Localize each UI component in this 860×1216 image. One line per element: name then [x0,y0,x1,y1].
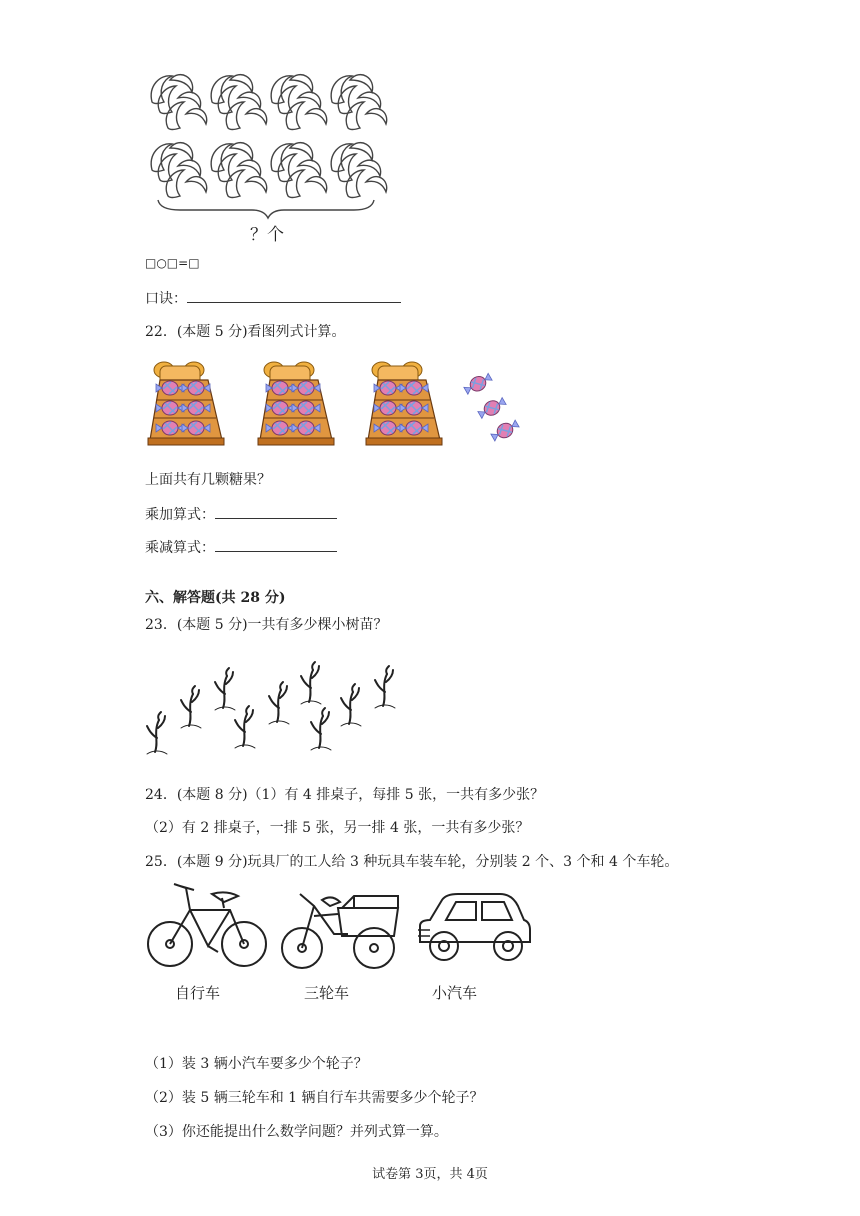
formula-boxes: □○□=□ [145,256,200,270]
mul-sub-label: 乘减算式： [145,540,215,556]
candy-tray [258,362,334,445]
moon-cluster [271,143,326,198]
seedling [341,684,361,726]
q22-title: 22．(本题 5 分)看图列式计算。 [145,324,346,340]
q24-sub2: （2）有 2 排桌子，一排 5 张，另一排 4 张，一共有多少张？ [145,820,530,836]
moon-cluster [211,143,266,198]
mul-sub-line [145,537,337,557]
mul-add-label: 乘加算式： [145,507,215,523]
question-mark-label: ？个 [250,225,284,245]
seedling [235,706,255,748]
koujue-line [145,288,401,308]
section-6-title: 六、解答题(共 28 分) [145,590,286,606]
moon-cluster [271,75,326,130]
vehicle-label-car: 小汽车 [432,984,478,1002]
tricycle-picture [278,886,403,981]
mul-sub-blank[interactable] [215,539,337,552]
seedling [301,662,321,704]
q25-title: 25．(本题 9 分)玩具厂的工人给 3 种玩具车装车轮，分别装 2 个、3 个和 4 个车轮。 [145,854,679,870]
seedling [269,682,289,724]
candy-tray [366,362,442,445]
q24-title: 24．(本题 8 分)（1）有 4 排桌子，每排 5 张，一共有多少张？ [145,787,545,803]
seedling [181,686,201,728]
seedlings-picture [143,658,413,758]
seedling [215,668,235,710]
koujue-label: 口诀： [145,291,187,307]
loose-candies [462,371,520,444]
moon-cluster [151,75,206,130]
q23-title: 23．(本题 5 分)一共有多少棵小树苗？ [145,617,388,633]
brace [158,200,374,218]
seedling [375,666,395,708]
q22-question: 上面共有几颗糖果？ [145,472,271,488]
moon-cluster [331,143,386,198]
mul-add-blank[interactable] [215,506,337,519]
moon-cluster [331,75,386,130]
car-picture [414,890,534,970]
candy-trays-picture [142,358,522,453]
seedling [311,708,331,750]
moon-cluster [211,75,266,130]
q25-sub3: （3）你还能提出什么数学问题？并列式算一算。 [145,1124,448,1140]
vehicle-label-tricycle: 三轮车 [304,984,350,1002]
q25-sub2: （2）装 5 辆三轮车和 1 辆自行车共需要多少个轮子？ [145,1090,484,1106]
bicycle-picture [146,880,271,970]
moon-cluster [151,143,206,198]
q25-sub1: （1）装 3 辆小汽车要多少个轮子？ [145,1056,368,1072]
mul-add-line [145,504,337,524]
moons-picture [140,68,400,238]
page-footer: 试卷第 3页，共 4页 [372,1167,488,1182]
koujue-blank[interactable] [187,290,401,303]
seedling [147,712,167,754]
candy-tray [148,362,224,445]
vehicle-label-bicycle: 自行车 [175,984,221,1002]
